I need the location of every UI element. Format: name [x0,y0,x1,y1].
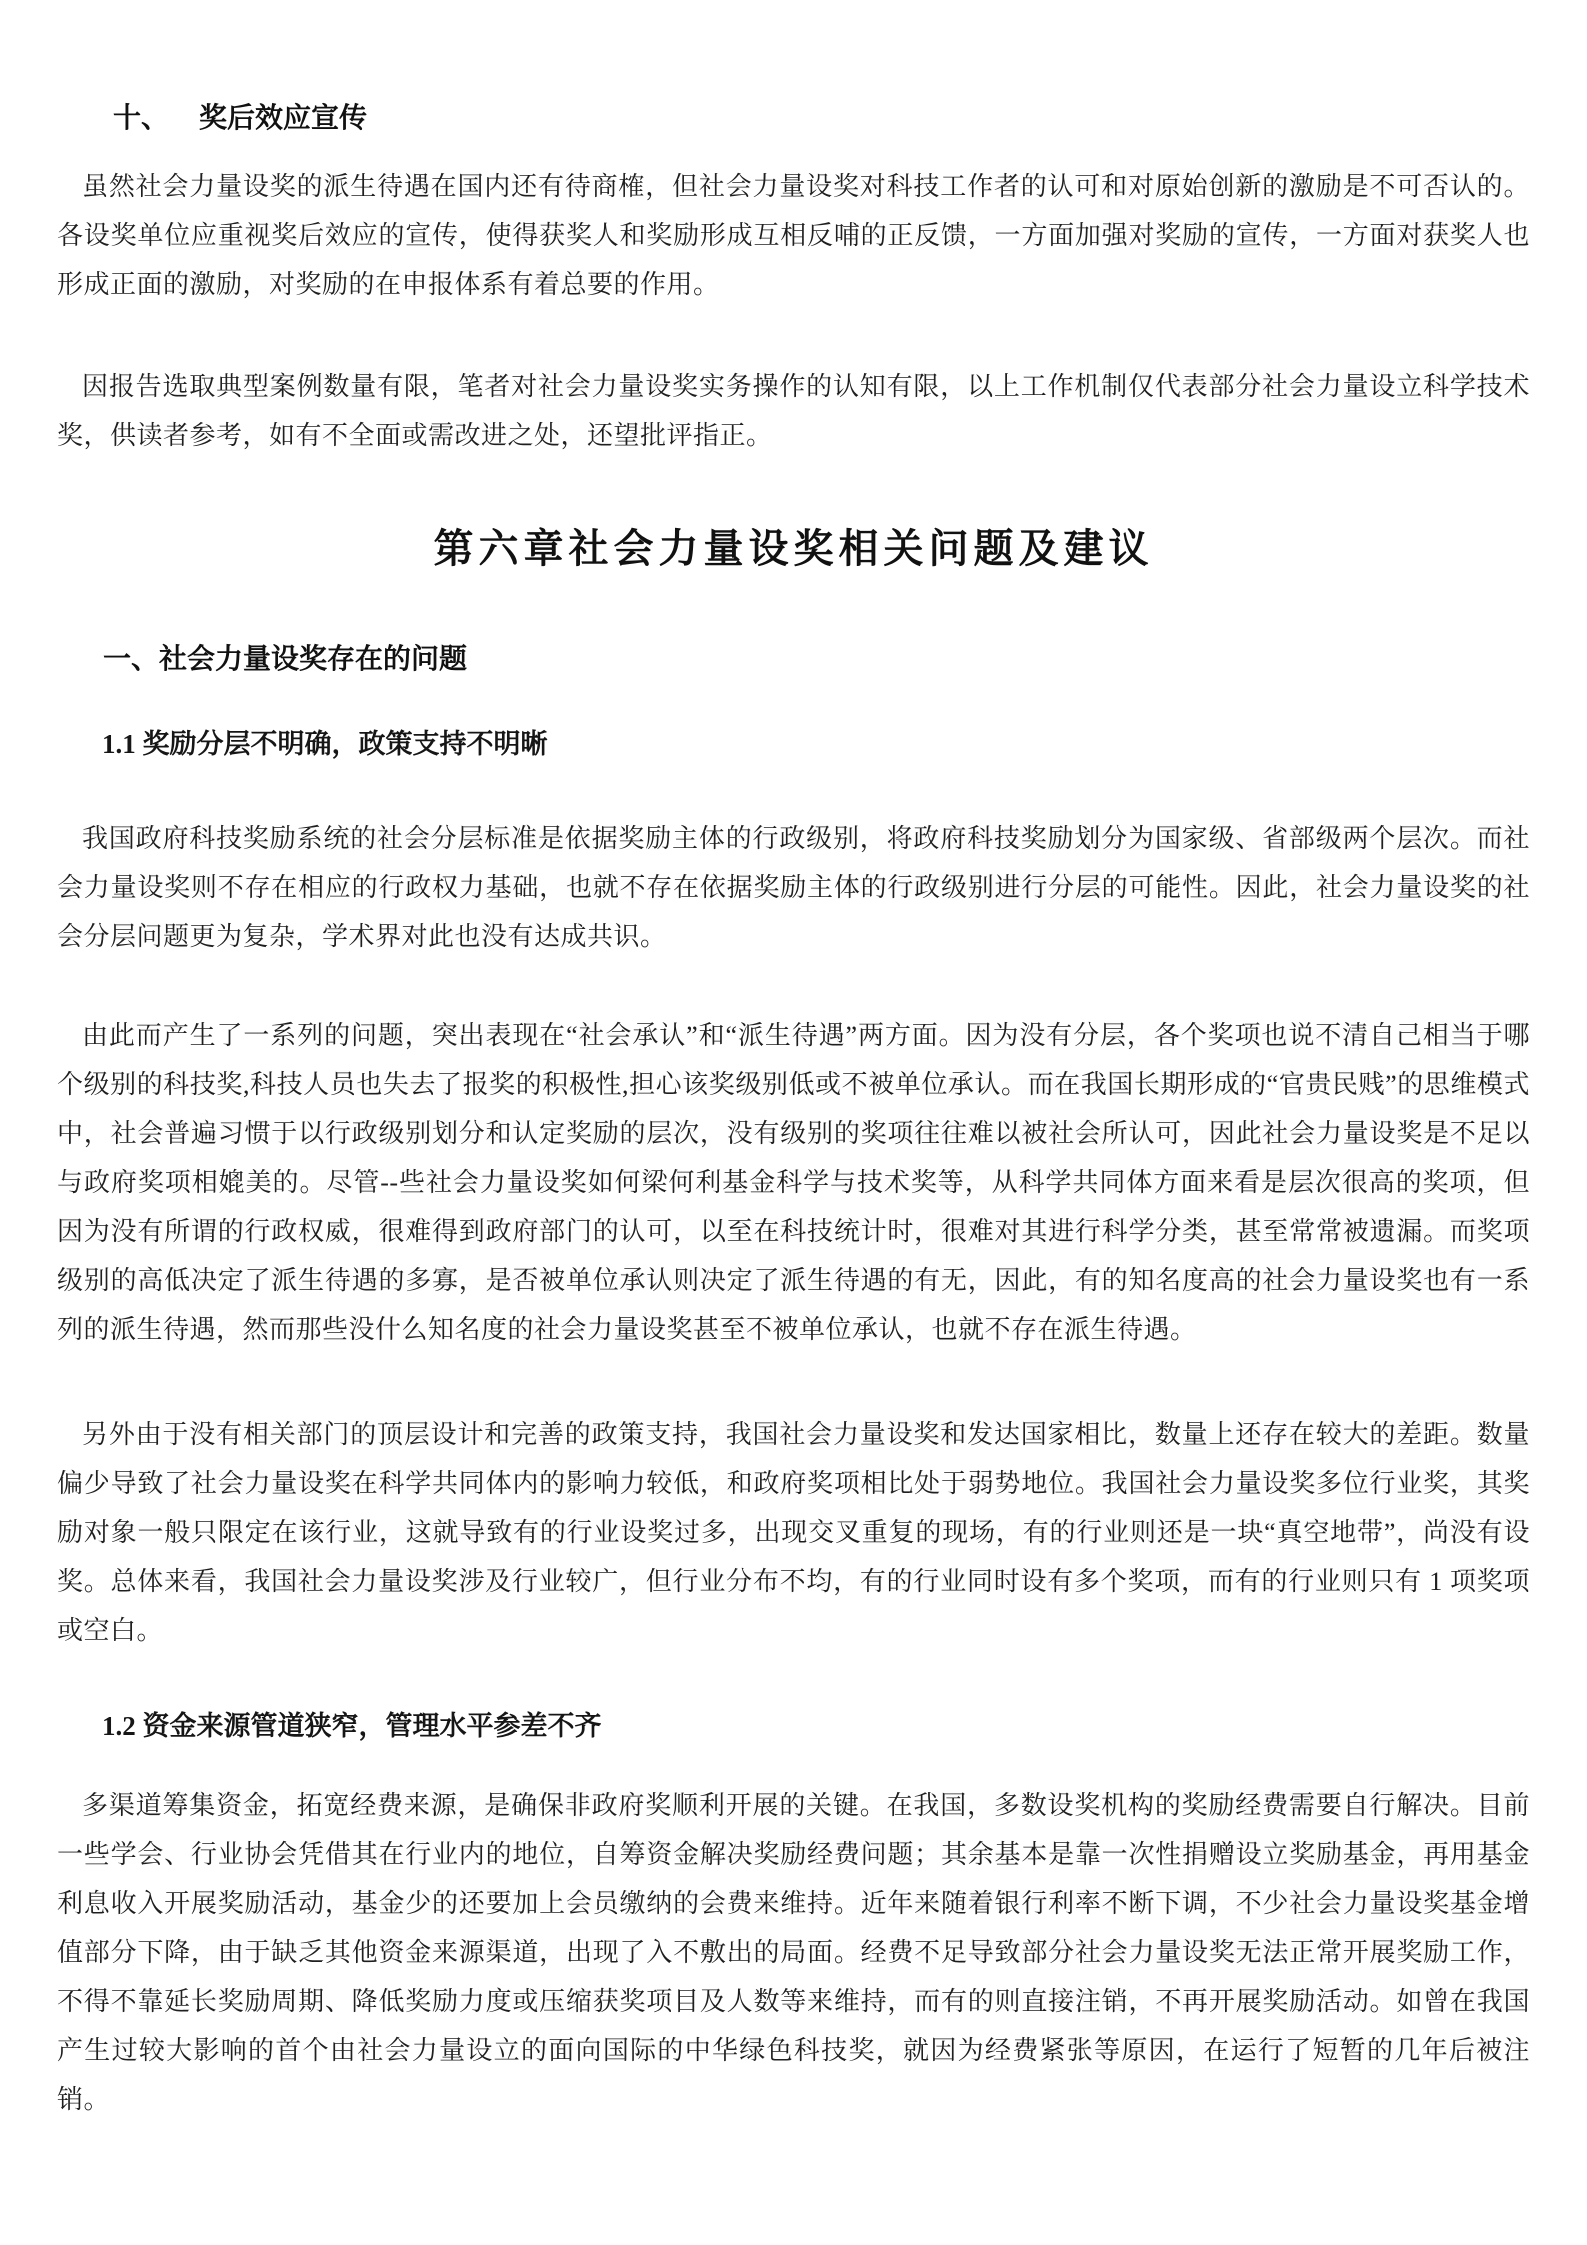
paragraph-stratification-standard: 我国政府科技奖励系统的社会分层标准是依据奖励主体的行政级别，将政府科技奖励划分为国家级、省部级两个层次。而社会力量设奖则不存在相应的行政权力基础，也就不存在依据奖励主体的行政级别进行分层的可能性。因此，社会力量设奖的社会分层问题更为复杂，学术界对此也没有达成共识。 [57,824,1530,951]
paragraph-policy-support-gap: 另外由于没有相关部门的顶层设计和完善的政策支持，我国社会力量设奖和发达国家相比，数量上还存在较大的差距。数量偏少导致了社会力量设奖在科学共同体内的影响力较低，和政府奖项相比处于弱势地位。我国社会力量设奖多位行业奖，其奖励对象一般只限定在该行业，这就导致有的行业设奖过多，出现交叉重复的现场，有的行业则还是一块“真空地带”，尚没有设奖。总体来看，我国社会力量设奖涉及行业较广，但行业分布不均，有的行业同时设有多个奖项，而有的行业则只有 1 项奖项或空白。 [57,1420,1530,1645]
paragraph-award-publicity: 虽然社会力量设奖的派生待遇在国内还有待商榷，但社会力量设奖对科技工作者的认可和对原始创新的激励是不可否认的。各设奖单位应重视奖后效应的宣传，使得获奖人和奖励形成互相反哺的正反馈，一方面加强对奖励的宣传，一方面对获奖人也形成正面的激励，对奖励的在申报体系有着总要的作用。 [57,172,1530,299]
paragraph-funding-channels: 多渠道筹集资金，拓宽经费来源，是确保非政府奖顺利开展的关键。在我国，多数设奖机构的奖励经费需要自行解决。目前一些学会、行业协会凭借其在行业内的地位，自筹资金解决奖励经费问题；其余基本是靠一次性捐赠设立奖励基金，再用基金利息收入开展奖励活动，基金少的还要加上会员缴纳的会费来维持。近年来随着银行利率不断下调，不少社会力量设奖基金增值部分下降，由于缺乏其他资金来源渠道，出现了入不敷出的局面。经费不足导致部分社会力量设奖无法正常开展奖励工作，不得不靠延长奖励周期、降低奖励力度或压缩获奖项目及人数等来维持，而有的则直接注销，不再开展奖励活动。如曾在我国产生过较大影响的首个由社会力量设立的面向国际的中华绿色科技奖，就因为经费紧张等原因，在运行了短暂的几年后被注销。 [57,1791,1530,2114]
subsection-1-2-heading: 1.2 资金来源管道狭窄，管理水平参差不齐 [102,1711,602,1741]
paragraph-social-recognition: 由此而产生了一系列的问题，突出表现在“社会承认”和“派生待遇”两方面。因为没有分层，各个奖项也说不清自己相当于哪个级别的科技奖,科技人员也失去了报奖的积极性,担心该奖级别低或不被单位承认。而在我国长期形成的“官贵民贱”的思维模式中，社会普遍习惯于以行政级别划分和认定奖励的层次，没有级别的奖项往往难以被社会所认可，因此社会力量设奖是不足以与政府奖项相媲美的。尽管--些社会力量设奖如何梁何利基金科学与技术奖等，从科学共同体方面来看是层次很高的奖项，但因为没有所谓的行政权威，很难得到政府部门的认可，以至在科技统计时，很难对其进行科学分类，甚至常常被遗漏。而奖项级别的高低决定了派生待遇的多寡，是否被单位承认则决定了派生待遇的有无，因此，有的知名度高的社会力量设奖也有一系列的派生待遇，然而那些没什么知名度的社会力量设奖甚至不被单位承认，也就不存在派生待遇。 [57,1021,1530,1344]
section-1-heading: 一、社会力量设奖存在的问题 [103,643,468,674]
paragraph-report-limitations: 因报告选取典型案例数量有限，笔者对社会力量设奖实务操作的认知有限，以上工作机制仅代表部分社会力量设立科学技术奖，供读者参考，如有不全面或需改进之处，还望批评指正。 [57,372,1530,450]
chapter-title: 第六章社会力量设奖相关问题及建议 [433,527,1154,571]
section-10-heading [113,103,1530,133]
section-10-title: 奖后效应宣传 [199,102,368,133]
subsection-1-1-heading: 1.1 奖励分层不明确，政策支持不明晰 [102,729,548,759]
section-10-number: 十、 [113,102,170,133]
